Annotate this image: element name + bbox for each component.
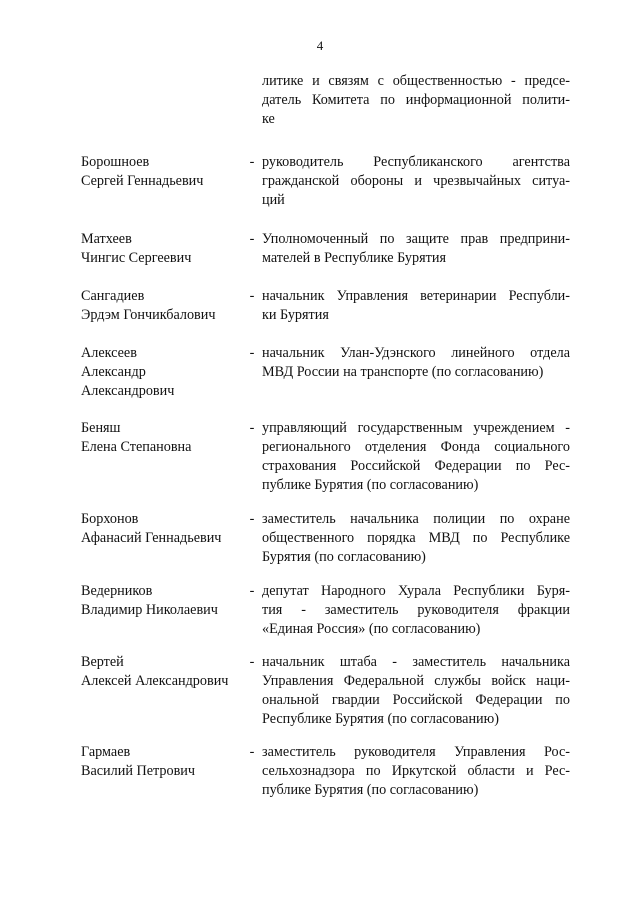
dash-separator: - — [249, 654, 255, 670]
member-role — [262, 653, 570, 729]
member-name — [81, 344, 246, 401]
role-line: МВД России на транспорте (по согласованию) — [262, 364, 544, 380]
name-line: Афанасий Геннадьевич — [81, 530, 222, 546]
member-role — [262, 582, 570, 639]
role-line: ональной гвардии Российской Федерации по — [262, 692, 570, 708]
member-name — [81, 230, 246, 268]
member-name — [81, 153, 246, 191]
member-name — [81, 510, 246, 548]
role-line: ки Бурятия — [262, 307, 329, 323]
name-line: Александрович — [81, 383, 175, 399]
role-line: публике Бурятия (по согласованию) — [262, 782, 479, 798]
member-role — [262, 287, 570, 325]
name-line: Чингис Сергеевич — [81, 250, 192, 266]
name-line: Сергей Геннадьевич — [81, 173, 204, 189]
role-line: Управления Федеральной службы войск наци- — [262, 673, 570, 689]
page-number: 4 — [316, 38, 324, 53]
name-line: Вертей — [81, 654, 124, 670]
dash-separator: - — [249, 154, 255, 170]
role-line: общественного порядка МВД по Республике — [262, 530, 570, 546]
member-name — [81, 287, 246, 325]
dash-separator: - — [249, 420, 255, 436]
name-line: Эрдэм Гончикбалович — [81, 307, 216, 323]
dash-separator: - — [249, 345, 255, 361]
role-line: регионального отделения Фонда социального — [262, 439, 570, 455]
dash-separator: - — [249, 288, 255, 304]
role-line: заместитель начальника полиции по охране — [262, 511, 570, 527]
name-line: Владимир Николаевич — [81, 602, 218, 618]
member-name — [81, 582, 246, 620]
role-line: публике Бурятия (по согласованию) — [262, 477, 479, 493]
role-line: заместитель руководителя Управления Рос- — [262, 744, 570, 760]
name-line: Гармаев — [81, 744, 131, 760]
member-entry — [0, 419, 640, 499]
member-entry — [0, 510, 640, 590]
role-line: мателей в Республике Бурятия — [262, 250, 446, 266]
name-line: Сангадиев — [81, 288, 145, 304]
role-line: гражданской обороны и чрезвычайных ситуа- — [262, 173, 570, 189]
role-line: сельхознадзора по Иркутской области и Рес- — [262, 763, 570, 779]
name-line: Алексей Александрович — [81, 673, 229, 689]
member-entry — [0, 344, 640, 424]
dash-separator: - — [249, 583, 255, 599]
member-role — [262, 153, 570, 210]
role-line: руководитель Республиканского агентства — [262, 154, 570, 170]
member-entry — [0, 653, 640, 733]
member-role — [262, 743, 570, 800]
name-line: Александр — [81, 364, 146, 380]
name-line: Василий Петрович — [81, 763, 195, 779]
member-entry — [0, 582, 640, 662]
role-line: начальник Управления ветеринарии Республи- — [262, 288, 570, 304]
role-line: Уполномоченный по защите прав предприни- — [262, 231, 570, 247]
role-line: «Единая Россия» (по согласованию) — [262, 621, 481, 637]
member-role — [262, 230, 570, 268]
role-line: тия - заместитель руководителя фракции — [262, 602, 570, 618]
continuation-line: литике и связям с общественностью - предсе- — [262, 73, 570, 89]
member-entry — [0, 743, 640, 823]
continuation-text — [262, 72, 570, 129]
role-line: Бурятия (по согласованию) — [262, 549, 426, 565]
name-line: Борошноев — [81, 154, 150, 170]
role-line: страхования Российской Федерации по Рес- — [262, 458, 570, 474]
member-role — [262, 419, 570, 495]
dash-separator: - — [249, 231, 255, 247]
member-name — [81, 743, 246, 781]
dash-separator: - — [249, 744, 255, 760]
role-line: депутат Народного Хурала Республики Буря- — [262, 583, 570, 599]
member-name — [81, 419, 246, 457]
name-line: Алексеев — [81, 345, 137, 361]
continuation-line: ке — [262, 111, 275, 127]
continuation-line: датель Комитета по информационной полити- — [262, 92, 570, 108]
name-line: Елена Степановна — [81, 439, 192, 455]
name-line: Матхеев — [81, 231, 132, 247]
role-line: начальник Улан-Удэнского линейного отдела — [262, 345, 570, 361]
dash-separator: - — [249, 511, 255, 527]
role-line: Республике Бурятия (по согласованию) — [262, 711, 499, 727]
member-role — [262, 510, 570, 567]
member-entry — [0, 153, 640, 233]
name-line: Ведерников — [81, 583, 153, 599]
member-name — [81, 653, 246, 691]
name-line: Борхонов — [81, 511, 139, 527]
member-role — [262, 344, 570, 382]
name-line: Беняш — [81, 420, 121, 436]
role-line: начальник штаба - заместитель начальника — [262, 654, 570, 670]
role-line: управляющий государственным учреждением - — [262, 420, 570, 436]
role-line: ций — [262, 192, 285, 208]
